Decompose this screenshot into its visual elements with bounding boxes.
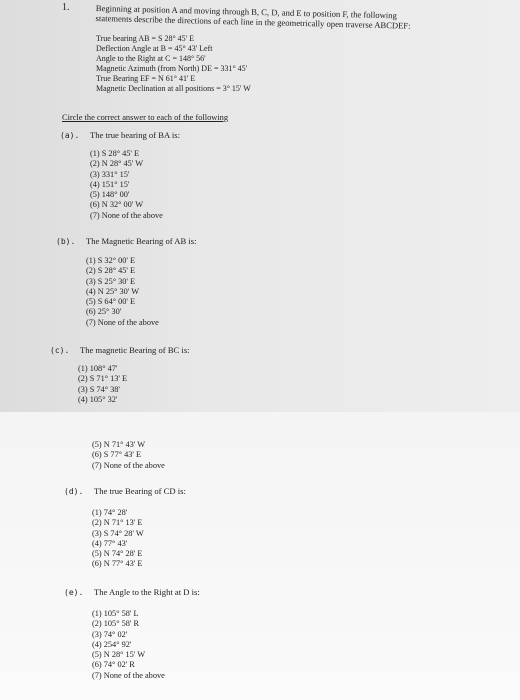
question-text: The true Bearing of CD is: — [94, 486, 186, 496]
given-item: Magnetic Declination at all positions = 3° 15' W — [96, 84, 251, 93]
option-item[interactable]: (2) 105° 58' R — [92, 619, 139, 629]
problem-number: 1. — [62, 2, 70, 13]
option-item[interactable]: (6) S 77° 43' E — [92, 450, 142, 460]
option-item[interactable]: (3) 74° 02' — [92, 629, 128, 639]
option-item[interactable]: (3) S 74° 28' W — [92, 528, 144, 538]
option-item[interactable]: (6) N 77° 43' E — [92, 559, 143, 569]
question-label: (b). — [56, 237, 76, 246]
question-b — [56, 236, 197, 246]
given-item: Deflection Angle at B = 45° 43' Left — [96, 44, 213, 53]
question-a — [60, 130, 180, 140]
options-a — [90, 149, 163, 221]
question-e — [64, 587, 200, 597]
option-item[interactable]: (1) S 32° 00' E — [86, 256, 136, 265]
option-item[interactable]: (4) 105° 32' — [78, 394, 118, 404]
option-item[interactable]: (7) None of the above — [92, 460, 165, 470]
option-item[interactable]: (3) S 25° 30' E — [86, 276, 136, 286]
question-text: The true bearing of BA is: — [90, 130, 180, 140]
problem-intro: Beginning at position A and moving through B, C, D, and E to position F, the following statements describe the directions of each line in the geometrically open traverse ABCDEF: — [95, 3, 411, 31]
question-text: The Magnetic Bearing of AB is: — [86, 236, 197, 246]
option-item[interactable]: (2) S 28° 45' E — [86, 266, 136, 276]
option-item[interactable]: (5) 148° 00' — [90, 190, 130, 200]
option-item[interactable]: (7) None of the above — [86, 317, 159, 327]
option-item[interactable]: (1) S 28° 45' E — [90, 149, 140, 158]
option-item[interactable]: (2) S 71° 13' E — [78, 374, 128, 384]
options-c — [78, 364, 127, 405]
option-item[interactable]: (1) 108° 47' — [78, 364, 118, 373]
instruction: Circle the correct answer to each of the following — [62, 113, 229, 122]
options-b — [86, 256, 159, 328]
option-item[interactable]: (6) 25° 30' — [86, 307, 122, 317]
option-item[interactable]: (3) 331° 15' — [90, 169, 130, 179]
question-label: (e). — [64, 588, 84, 597]
option-item[interactable]: (5) N 71° 43' W — [92, 440, 146, 449]
question-d — [64, 486, 186, 496]
option-item[interactable]: (7) None of the above — [92, 670, 165, 680]
given-item: Angle to the Right at C = 148° 56' — [96, 54, 206, 63]
option-item[interactable]: (4) N 25° 30' W — [86, 286, 140, 296]
option-item[interactable]: (2) N 28° 45' W — [90, 159, 144, 169]
option-item[interactable]: (6) N 32° 00' W — [90, 200, 144, 210]
option-item[interactable]: (1) 74° 28' — [92, 508, 128, 517]
option-item[interactable]: (4) 151° 15' — [90, 179, 130, 189]
given-item: True bearing AB = S 28° 45' E — [96, 34, 194, 43]
option-item[interactable]: (6) 74° 02' R — [92, 660, 135, 670]
option-item[interactable]: (5) N 28° 15' W — [92, 650, 146, 660]
page-sheet-2 — [0, 412, 520, 700]
option-item[interactable]: (7) None of the above — [90, 210, 163, 220]
option-item[interactable]: (4) 254° 92' — [92, 639, 132, 649]
question-label: (d). — [64, 487, 84, 496]
option-item[interactable]: (3) S 74° 38' — [78, 384, 120, 394]
option-item[interactable]: (4) 77° 43' — [92, 538, 128, 548]
question-text: The Angle to the Right at D is: — [94, 587, 200, 597]
option-item[interactable]: (1) 105° 58' L — [92, 609, 139, 618]
option-item[interactable]: (5) S 64° 00' E — [86, 297, 136, 307]
question-label: (a). — [60, 131, 80, 140]
question-c — [50, 345, 190, 355]
options-e — [92, 609, 165, 681]
option-item[interactable]: (2) N 71° 13' E — [92, 518, 143, 528]
question-text: The magnetic Bearing of BC is: — [80, 345, 190, 355]
options-d — [92, 508, 144, 570]
given-item: True Bearing EF = N 61° 41' E — [96, 74, 196, 83]
given-data-list — [96, 34, 251, 94]
given-item: Magnetic Azimuth (from North) DE = 331° 45' — [96, 64, 248, 73]
question-label: (c). — [50, 346, 70, 355]
options-c-continued — [92, 440, 165, 471]
option-item[interactable]: (5) N 74° 28' E — [92, 549, 143, 559]
